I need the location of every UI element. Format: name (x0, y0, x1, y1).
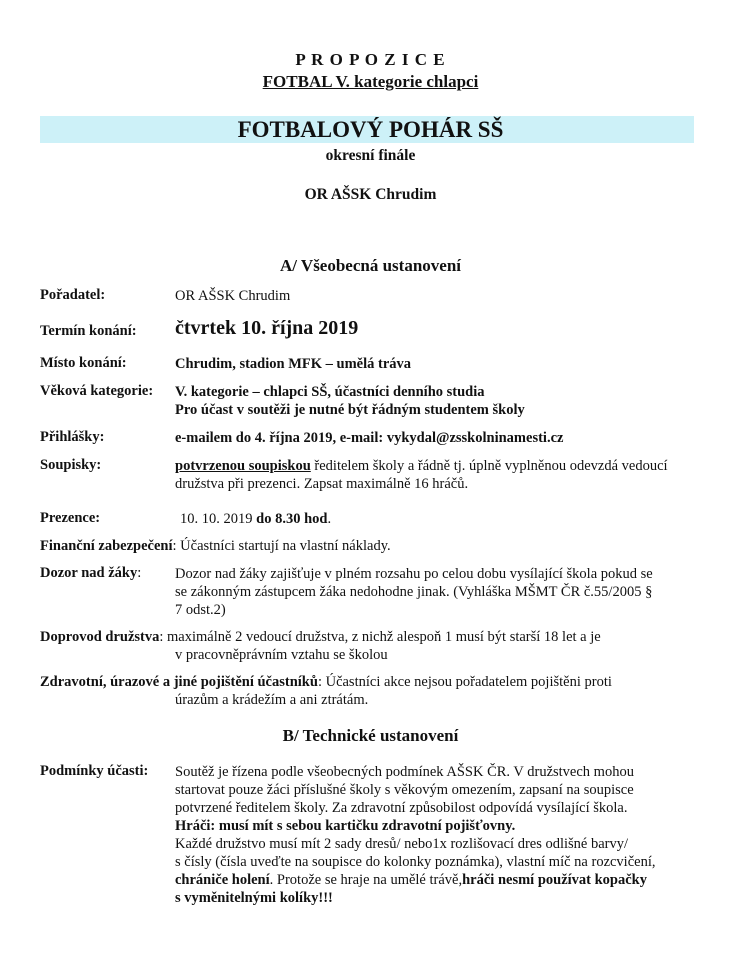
podminky-line-7-rest: . Protože se hraje na umělé trávě, (269, 872, 463, 888)
dozor-line-3: 7 odst.2) (175, 602, 226, 618)
dozor-line-1: Dozor nad žáky zajišťuje v plném rozsahu po celou dobu vysílající škola pokud se (175, 566, 653, 582)
zdravotni-text-1: : Účastníci akce nejsou pořadatelem pojištěni proti (317, 674, 612, 690)
section-b-heading: B/ Technické ustanovení (282, 726, 459, 745)
zdravotni-line-1 (40, 673, 612, 691)
doprovod-line-1 (40, 628, 601, 646)
podminky-line-2: startovat pouze žáci příslušné školy s věkovým omezením, zapsaní na soupisce (175, 782, 634, 798)
value-kategorie (175, 383, 525, 419)
row-doprovod (40, 628, 601, 646)
label-prezence: Prezence: (40, 510, 101, 526)
label-zdravotni: Zdravotní, úrazové a jiné pojištění účastníků (40, 674, 318, 690)
main-title: FOTBALOVÝ POHÁR SŠ (237, 117, 504, 142)
soupisky-bold: potvrzenou soupiskou (175, 458, 311, 474)
label-poradatel: Pořadatel: (40, 287, 106, 303)
podminky-bold-kopacky: hráči nesmí používat kopačky (462, 872, 647, 888)
dozor-colon: : (137, 565, 142, 581)
podminky-bold-holeni: chrániče holení (175, 872, 270, 888)
kategorie-line-2: Pro účast v soutěži je nutné být řádným studentem školy (175, 402, 525, 418)
soupisky-line-1 (175, 457, 668, 475)
zdravotni-line-2: úrazům a krádežím a ani ztrátám. (175, 692, 369, 708)
value-prihlasky: e-mailem do 4. října 2019, e-mail: vykydal@zsskolninamesti.cz (175, 430, 564, 446)
label-soupisky: Soupisky: (40, 457, 102, 473)
row-dozor-label (40, 565, 141, 582)
document-subtitle: FOTBAL V. kategorie chlapci (262, 72, 479, 91)
label-prihlasky: Přihlášky: (40, 429, 105, 445)
soupisky-line-2: družstva při prezenci. Zapsat maximálně 16 hráčů. (175, 476, 469, 492)
kategorie-line-1: V. kategorie – chlapci SŠ, účastníci denního studia (175, 384, 485, 400)
label-dozor: Dozor nad žáky (40, 565, 138, 581)
prezence-time: 8.30 hod (275, 511, 328, 527)
value-financni: : Účastníci startují na vlastní náklady. (172, 538, 391, 554)
level-title: okresní finále (325, 147, 416, 164)
label-kategorie: Věková kategorie: (40, 383, 154, 399)
podminky-line-7 (175, 871, 656, 889)
value-dozor (175, 565, 653, 619)
podminky-line-4: Hráči: musí mít s sebou kartičku zdravotní pojišťovny. (175, 818, 516, 834)
soupisky-rest: ředitelem školy a řádně tj. úplně vyplněnou odevzdá vedoucí (310, 458, 668, 474)
label-podminky: Podmínky účasti: (40, 763, 149, 779)
value-termin: čtvrtek 10. října 2019 (175, 317, 359, 339)
label-misto: Místo konání: (40, 355, 127, 371)
podminky-line-6: s čísly (čísla uveďte na soupisce do kolonky poznámka), vlastní míč na rozcvičení, (175, 854, 656, 870)
prezence-mid: do (252, 511, 276, 527)
prezence-date: 10. 10. 2019 (180, 511, 253, 527)
value-poradatel: OR AŠSK Chrudim (175, 288, 291, 304)
value-podminky (175, 763, 656, 907)
organizer-title: OR AŠSK Chrudim (304, 186, 437, 203)
doprovod-text-1: : maximálně 2 vedoucí družstva, z nichž alespoň 1 musí být starší 18 let a je (159, 629, 601, 645)
podminky-line-1: Soutěž je řízena podle všeobecných podmínek AŠSK ČR. V družstvech mohou (175, 764, 634, 780)
value-misto: Chrudim, stadion MFK – umělá tráva (175, 356, 412, 372)
section-a-heading: A/ Všeobecná ustanovení (279, 256, 462, 275)
prezence-end: . (327, 511, 332, 527)
label-financni: Finanční zabezpečení (40, 538, 173, 554)
value-soupisky (175, 457, 668, 493)
podminky-line-3: potvrzené ředitelem školy. Za zdravotní způsobilost odpovídá vysílající škola. (175, 800, 628, 816)
podminky-line-5: Každé družstvo musí mít 2 sady dresů/ nebo1x rozlišovací dres odlišné barvy/ (175, 836, 629, 852)
value-prezence (180, 510, 331, 528)
doprovod-line-2: v pracovněprávním vztahu se školou (175, 647, 388, 663)
dozor-line-2: se zákonným zástupcem žáka nedohodne jinak. (Vyhláška MŠMT ČR č.55/2005 § (175, 584, 653, 600)
row-zdravotni (40, 673, 612, 691)
label-doprovod: Doprovod družstva (40, 629, 160, 645)
podminky-line-8: s vyměnitelnými kolíky!!! (175, 890, 333, 906)
document-title: P R O P O Z I C E (295, 50, 446, 69)
label-termin: Termín konání: (40, 323, 137, 339)
row-financni (40, 538, 391, 555)
